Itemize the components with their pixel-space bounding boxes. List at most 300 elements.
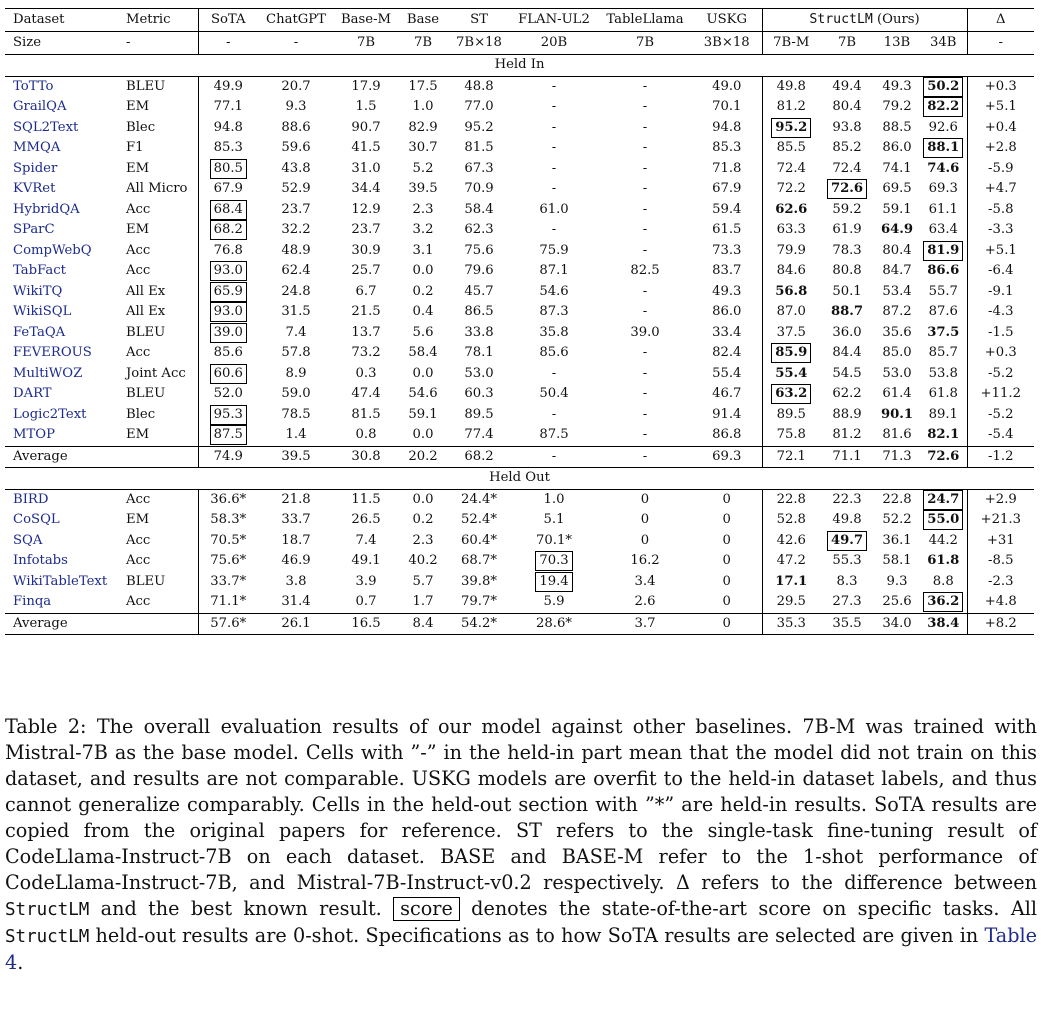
score-cell xyxy=(692,446,762,468)
caption-structlm: StructLM xyxy=(5,900,90,920)
score-cell xyxy=(198,510,258,531)
score-value: - xyxy=(642,160,648,176)
score-cell xyxy=(258,446,334,468)
score-value: 74.1 xyxy=(882,160,912,176)
score-cell xyxy=(820,200,874,221)
score-cell xyxy=(762,220,820,241)
score-value: 87.1 xyxy=(539,263,569,278)
score-value: -5.4 xyxy=(988,427,1014,442)
score-value: 81.6 xyxy=(882,427,912,442)
score-value: -5.2 xyxy=(988,365,1014,381)
table-caption xyxy=(5,714,1037,976)
score-value: 0.2 xyxy=(412,512,434,527)
score-cell xyxy=(398,159,448,180)
score-value: 54.6 xyxy=(408,386,438,401)
score-cell xyxy=(258,159,334,180)
score-cell xyxy=(692,118,762,139)
score-cell xyxy=(692,241,762,262)
score-value: 7.4 xyxy=(355,532,377,548)
dataset-name: Finqa xyxy=(13,594,52,609)
score-cell xyxy=(820,261,874,282)
score-cell xyxy=(510,384,598,405)
score-cell xyxy=(258,200,334,221)
score-cell xyxy=(258,241,334,262)
score-value: 0 xyxy=(722,512,731,527)
score-cell xyxy=(874,489,920,510)
score-value: 63.4 xyxy=(928,222,958,237)
score-cell xyxy=(874,343,920,364)
sota-score: 85.9 xyxy=(771,343,811,363)
caption-text: Table 2: The overall evaluation results of our model against other baselines. 7B-M was trained with Mistral-7B as the base model. Cells with ”-” in the held-in part mean that the model did not train on this dataset, and results are not comparable. USKG models are overfit to the held-in dataset labels, and thus cannot generalize comparably. Cells in the held-out section with ”*” are held-in results. SoTA results are copied from the original papers for reference. ST refers to the single-task fine-tuning result of CodeLlama-Instruct-7B on each dataset. BASE and BASE-M refer to the 1-shot performance of CodeLlama-Instruct-7B, and Mistral-7B-Instruct-v0.2 respectively. Δ refers to the difference between xyxy=(5,715,1037,894)
dataset-name: MTOP xyxy=(13,427,55,442)
score-cell xyxy=(198,364,258,385)
score-cell xyxy=(510,159,598,180)
score-value: 1.5 xyxy=(355,99,377,114)
score-cell xyxy=(598,384,692,405)
score-cell xyxy=(510,323,598,344)
score-cell xyxy=(198,138,258,159)
score-cell xyxy=(398,241,448,262)
sota-score: 82.2 xyxy=(923,97,963,117)
header-sota: SoTA xyxy=(198,9,258,32)
metric-cell: All Ex xyxy=(126,304,166,319)
score-cell xyxy=(448,551,510,572)
score-cell xyxy=(598,510,692,531)
score-value: 72.2 xyxy=(776,181,806,196)
table-row xyxy=(5,510,1034,531)
score-cell xyxy=(874,241,920,262)
score-value: 43.8 xyxy=(281,160,311,176)
score-cell xyxy=(510,261,598,282)
score-cell xyxy=(448,179,510,200)
score-value: 44.2 xyxy=(928,532,958,548)
score-value: 74.6 xyxy=(927,160,960,176)
score-cell xyxy=(692,261,762,282)
dataset-name: BIRD xyxy=(13,491,49,507)
score-cell xyxy=(967,302,1034,323)
score-cell xyxy=(967,343,1034,364)
score-cell xyxy=(874,261,920,282)
metric-cell: All Micro xyxy=(126,181,188,196)
score-value: 53.8 xyxy=(928,365,958,381)
score-value: 90.7 xyxy=(351,119,381,135)
score-cell xyxy=(334,118,398,139)
score-cell xyxy=(398,364,448,385)
score-value: 3.4 xyxy=(634,573,656,589)
score-value: 28.6* xyxy=(536,615,572,631)
score-cell xyxy=(598,364,692,385)
score-value: 89.5 xyxy=(776,406,806,422)
score-value: 71.1* xyxy=(210,594,247,609)
score-cell xyxy=(510,220,598,241)
score-cell xyxy=(820,323,874,344)
score-value: 72.4 xyxy=(776,160,806,176)
score-cell xyxy=(874,613,920,635)
score-cell xyxy=(398,179,448,200)
score-cell xyxy=(967,613,1034,635)
score-value: 86.8 xyxy=(712,427,742,442)
score-value: 82.4 xyxy=(712,345,742,360)
header-tablellama: TableLlama xyxy=(598,9,692,32)
score-value: 87.5 xyxy=(539,427,569,442)
header-st: ST xyxy=(448,9,510,32)
score-cell xyxy=(598,97,692,118)
score-value: -5.2 xyxy=(988,406,1014,422)
score-value: 69.3 xyxy=(928,181,958,196)
score-value: 3.7 xyxy=(634,615,656,631)
score-value: - xyxy=(642,242,648,258)
score-value: 0.8 xyxy=(355,427,377,442)
score-cell xyxy=(820,302,874,323)
score-value: 59.6 xyxy=(281,140,311,155)
size-cell: - xyxy=(118,32,198,55)
table-row xyxy=(5,551,1034,572)
score-value: 20.7 xyxy=(281,78,311,94)
score-cell xyxy=(198,384,258,405)
dataset-name: WikiTableText xyxy=(13,573,108,589)
score-cell xyxy=(510,364,598,385)
score-cell xyxy=(258,118,334,139)
size-cell: 7B×18 xyxy=(448,32,510,55)
score-value: 62.6 xyxy=(775,201,808,217)
score-cell xyxy=(762,364,820,385)
score-value: 73.2 xyxy=(351,345,381,360)
score-cell xyxy=(820,343,874,364)
score-cell xyxy=(920,261,967,282)
metric-cell: Blec xyxy=(126,406,156,422)
score-cell xyxy=(692,76,762,97)
score-value: 52.9 xyxy=(281,181,311,196)
score-value: - xyxy=(642,201,648,217)
sota-score: 55.0 xyxy=(923,510,963,530)
score-cell xyxy=(598,592,692,613)
score-value: 5.7 xyxy=(412,573,434,589)
metric-cell: Acc xyxy=(126,201,151,217)
table-row xyxy=(5,159,1034,180)
score-cell xyxy=(598,241,692,262)
score-value: 84.7 xyxy=(882,263,912,278)
dataset-name: ToTTo xyxy=(13,78,54,94)
score-value: - xyxy=(551,140,557,155)
average-label: Average xyxy=(5,613,118,635)
table-row xyxy=(5,220,1034,241)
score-value: 35.3 xyxy=(776,615,806,631)
score-cell xyxy=(398,138,448,159)
score-value: - xyxy=(642,448,648,464)
score-cell xyxy=(874,118,920,139)
score-value: - xyxy=(642,427,648,442)
header-flan-ul2: FLAN-UL2 xyxy=(510,9,598,32)
score-cell xyxy=(874,531,920,552)
score-value: 39.8* xyxy=(461,573,497,589)
score-cell xyxy=(598,138,692,159)
score-cell xyxy=(448,384,510,405)
table-row xyxy=(5,323,1034,344)
score-cell xyxy=(398,405,448,426)
score-value: - xyxy=(642,365,648,381)
score-cell xyxy=(598,200,692,221)
score-cell xyxy=(334,261,398,282)
score-cell xyxy=(874,592,920,613)
dataset-name: SQL2Text xyxy=(13,119,79,135)
score-value: 70.1 xyxy=(712,99,742,114)
score-cell xyxy=(448,425,510,446)
score-value: 25.7 xyxy=(351,263,381,278)
score-cell xyxy=(510,241,598,262)
score-value: +2.8 xyxy=(984,140,1017,155)
score-cell xyxy=(448,489,510,510)
score-value: 17.9 xyxy=(351,78,381,94)
score-value: 0.0 xyxy=(412,491,434,507)
score-cell xyxy=(874,510,920,531)
table-row xyxy=(5,592,1034,613)
dataset-name: Infotabs xyxy=(13,553,68,568)
score-value: 88.5 xyxy=(882,119,912,135)
score-cell xyxy=(920,405,967,426)
sota-score: 95.3 xyxy=(210,405,247,425)
metric-cell: Joint Acc xyxy=(126,365,186,381)
score-value: - xyxy=(551,448,557,464)
sota-score: 93.0 xyxy=(210,302,247,322)
score-cell xyxy=(198,179,258,200)
score-value: 59.1 xyxy=(882,201,912,217)
score-value: 61.1 xyxy=(928,201,958,217)
score-cell xyxy=(510,592,598,613)
score-cell xyxy=(398,220,448,241)
score-value: -6.4 xyxy=(988,263,1014,278)
score-cell xyxy=(762,138,820,159)
score-cell xyxy=(334,241,398,262)
score-value: 94.8 xyxy=(712,119,742,135)
score-cell xyxy=(874,200,920,221)
score-value: 55.4 xyxy=(775,365,808,381)
score-value: 80.4 xyxy=(832,99,862,114)
score-value: -9.1 xyxy=(988,283,1014,299)
score-value: 1.0 xyxy=(412,99,434,114)
score-cell xyxy=(967,76,1034,97)
score-value: 53.4 xyxy=(882,283,912,299)
score-cell xyxy=(692,489,762,510)
score-value: 68.2 xyxy=(464,448,494,464)
score-value: 61.8 xyxy=(927,553,960,568)
score-cell xyxy=(598,531,692,552)
score-cell xyxy=(692,97,762,118)
results-table xyxy=(5,8,1034,635)
score-value: 24.4* xyxy=(461,491,497,507)
score-value: 1.0 xyxy=(543,491,565,507)
sota-score: 68.4 xyxy=(210,200,247,220)
score-value: 71.3 xyxy=(882,448,912,464)
score-value: 49.4 xyxy=(832,78,862,94)
score-cell xyxy=(692,179,762,200)
score-cell xyxy=(258,489,334,510)
score-cell xyxy=(334,384,398,405)
score-cell xyxy=(198,302,258,323)
score-value: 85.2 xyxy=(832,140,862,155)
section-held-out xyxy=(5,468,1034,490)
sota-score: 24.7 xyxy=(923,490,963,510)
score-value: 6.7 xyxy=(355,283,377,299)
score-cell xyxy=(448,200,510,221)
score-cell xyxy=(762,241,820,262)
score-value: 79.7* xyxy=(461,594,497,609)
score-value: 78.1 xyxy=(464,345,494,360)
score-value: 9.3 xyxy=(886,573,908,589)
score-cell xyxy=(762,446,820,468)
score-cell xyxy=(967,118,1034,139)
score-value: 87.2 xyxy=(882,304,912,319)
score-cell xyxy=(967,138,1034,159)
score-cell xyxy=(967,179,1034,200)
score-value: 92.6 xyxy=(928,119,958,135)
score-value: 61.0 xyxy=(539,201,569,217)
metric-cell: All Ex xyxy=(126,283,166,299)
score-value: - xyxy=(642,119,648,135)
score-value: 85.3 xyxy=(712,140,742,155)
score-cell xyxy=(967,364,1034,385)
score-cell xyxy=(692,531,762,552)
score-value: 58.3* xyxy=(210,512,247,527)
score-value: 8.3 xyxy=(836,573,858,589)
score-value: 11.5 xyxy=(351,491,381,507)
score-value: 1.7 xyxy=(412,594,434,609)
score-cell xyxy=(398,572,448,593)
score-cell xyxy=(448,592,510,613)
score-cell xyxy=(920,489,967,510)
score-value: 0 xyxy=(640,491,650,507)
header-structlm xyxy=(762,9,967,32)
score-cell xyxy=(334,179,398,200)
score-value: 20.2 xyxy=(408,448,438,464)
table-row xyxy=(5,364,1034,385)
score-cell xyxy=(967,159,1034,180)
score-value: 54.6 xyxy=(539,283,569,299)
score-value: 73.3 xyxy=(712,242,742,258)
score-cell xyxy=(398,200,448,221)
score-cell xyxy=(198,200,258,221)
metric-cell: BLEU xyxy=(126,573,166,589)
score-cell xyxy=(820,118,874,139)
score-cell xyxy=(874,138,920,159)
metric-cell: Acc xyxy=(126,242,151,258)
table-row xyxy=(5,531,1034,552)
score-cell xyxy=(967,97,1034,118)
metric-cell: Blec xyxy=(126,119,156,135)
score-cell xyxy=(920,241,967,262)
score-cell xyxy=(762,384,820,405)
score-cell xyxy=(448,613,510,635)
score-value: 74.9 xyxy=(213,448,243,464)
score-cell xyxy=(510,489,598,510)
score-cell xyxy=(967,261,1034,282)
score-cell xyxy=(692,592,762,613)
score-cell xyxy=(510,179,598,200)
score-cell xyxy=(967,572,1034,593)
score-cell xyxy=(762,261,820,282)
metric-cell: EM xyxy=(126,512,150,527)
score-cell xyxy=(692,282,762,303)
score-cell xyxy=(398,613,448,635)
score-value: - xyxy=(642,181,648,196)
score-cell xyxy=(820,592,874,613)
score-cell xyxy=(598,446,692,468)
score-cell xyxy=(874,179,920,200)
score-value: 77.4 xyxy=(464,427,494,442)
table-row xyxy=(5,261,1034,282)
score-value: 82.5 xyxy=(630,263,660,278)
score-value: 31.0 xyxy=(351,160,381,176)
table-row xyxy=(5,118,1034,139)
score-value: 46.7 xyxy=(712,386,742,401)
score-value: 78.5 xyxy=(281,406,311,422)
score-cell xyxy=(258,384,334,405)
score-value: 54.2* xyxy=(461,615,497,631)
score-value: - xyxy=(642,345,648,360)
score-cell xyxy=(920,572,967,593)
score-value: 16.2 xyxy=(630,553,660,568)
score-cell xyxy=(820,446,874,468)
score-cell xyxy=(258,613,334,635)
score-cell xyxy=(510,446,598,468)
size-cell: 7B xyxy=(398,32,448,55)
score-value: 75.6 xyxy=(464,242,494,258)
score-value: 33.4 xyxy=(712,324,742,340)
score-value: -4.3 xyxy=(988,304,1014,319)
score-value: 82.9 xyxy=(408,119,438,135)
score-cell xyxy=(762,551,820,572)
score-value: 58.4 xyxy=(408,345,438,360)
score-value: 0 xyxy=(722,573,731,589)
score-value: -5.8 xyxy=(988,201,1014,217)
score-value: +0.3 xyxy=(984,345,1017,360)
score-value: 21.8 xyxy=(281,491,311,507)
score-value: 49.1 xyxy=(351,553,381,568)
header-delta: Δ xyxy=(967,9,1034,32)
size-cell: 13B xyxy=(874,32,920,55)
score-value: 79.6 xyxy=(464,263,494,278)
score-value: - xyxy=(642,99,648,114)
score-value: 37.5 xyxy=(927,324,960,340)
score-cell xyxy=(920,551,967,572)
score-cell xyxy=(598,159,692,180)
score-cell xyxy=(820,138,874,159)
score-cell xyxy=(448,364,510,385)
score-value: 32.2 xyxy=(281,222,311,237)
score-value: 60.3 xyxy=(464,386,494,401)
table-4-link[interactable]: Table 4 xyxy=(5,924,1037,974)
caption-text: and the best known result. xyxy=(89,897,394,920)
score-cell xyxy=(598,425,692,446)
score-cell xyxy=(448,531,510,552)
score-cell xyxy=(198,220,258,241)
score-cell xyxy=(967,241,1034,262)
score-cell xyxy=(874,572,920,593)
score-cell xyxy=(334,425,398,446)
score-cell xyxy=(762,592,820,613)
header-base-m: Base-M xyxy=(334,9,398,32)
dataset-name: Logic2Text xyxy=(13,406,87,422)
score-cell xyxy=(967,200,1034,221)
score-cell xyxy=(920,446,967,468)
score-value: 23.7 xyxy=(351,222,381,237)
header-metric: Metric xyxy=(118,9,198,32)
caption-text: . xyxy=(17,951,24,974)
score-cell xyxy=(692,343,762,364)
score-cell xyxy=(762,97,820,118)
score-cell xyxy=(598,179,692,200)
sota-score: 19.4 xyxy=(535,572,572,592)
score-cell xyxy=(920,138,967,159)
